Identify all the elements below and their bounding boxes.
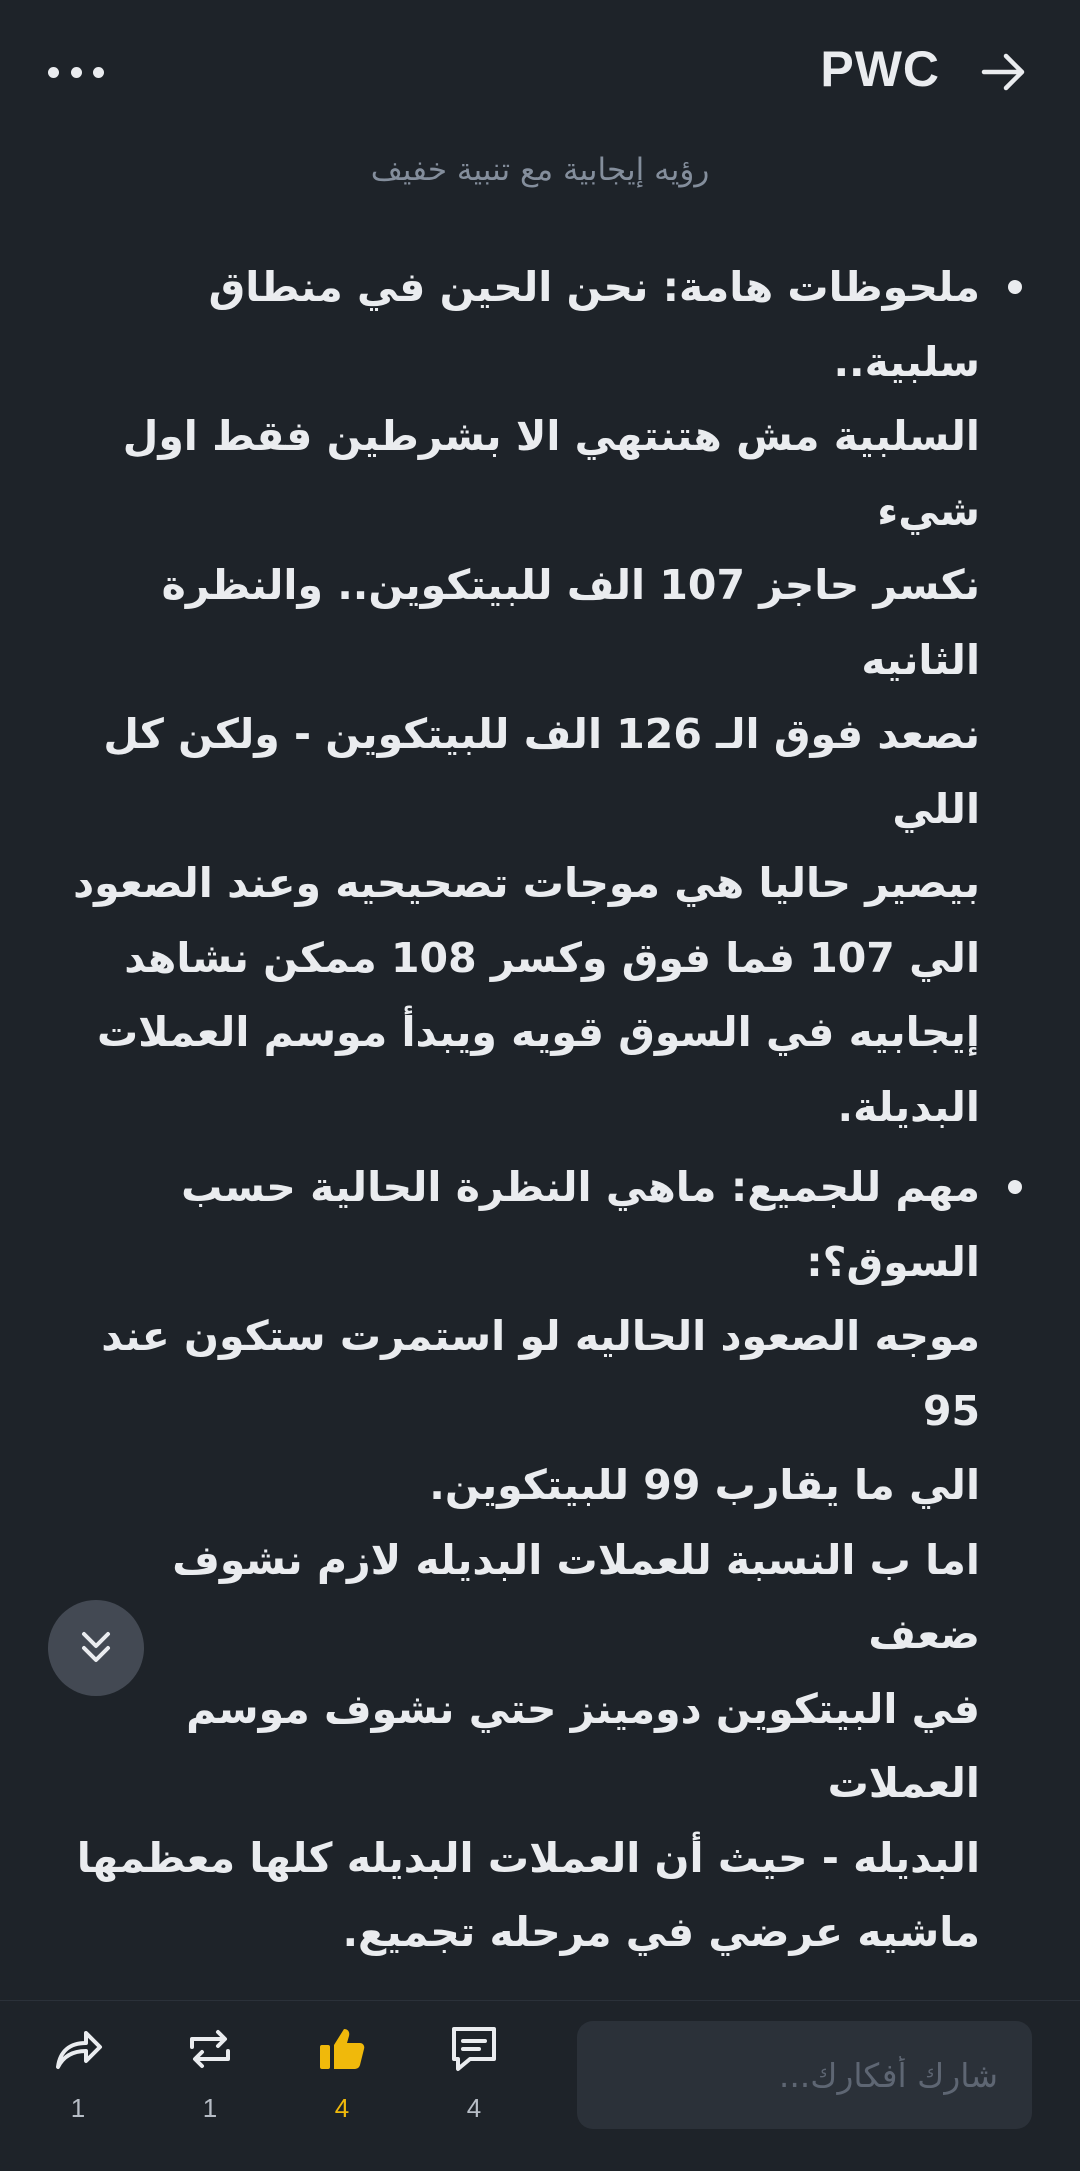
share-count: 1 (70, 2093, 86, 2123)
top-bar (0, 0, 1080, 145)
more-dot (48, 67, 59, 78)
bottom-action-bar (0, 2000, 1080, 2171)
post-subtitle: رؤيه إيجابية مع تنبية خفيف (370, 152, 710, 188)
share-button[interactable] (38, 2021, 118, 2141)
comment-icon (446, 2021, 502, 2077)
repost-button[interactable] (170, 2021, 250, 2141)
comment-button[interactable] (434, 2021, 514, 2141)
arrow-right-icon[interactable] (978, 46, 1030, 98)
more-options-button[interactable] (48, 52, 104, 92)
chevrons-down-icon (74, 1626, 118, 1670)
repost-icon (182, 2021, 238, 2077)
bullet-item: مهم للجميع: ماهي النظرة الحالية حسب السوق؟: موجه الصعود الحاليه لو استمرت ستكون عند 95 الي ما يقارب 99 للبيتكوين. اما ب النسبة للعملات البديله لازم نشوف ضعف في البيتكوين دومينز حتي نشوف موسم العملات البديله - حيث أن العملات البديله كلها معظمها ماشيه عرضي في مرحله تجميع. (50, 1150, 1032, 1970)
scroll-down-button[interactable] (48, 1600, 144, 1696)
thumbs-up-icon (314, 2021, 370, 2077)
comment-count: 4 (466, 2093, 482, 2123)
share-icon (50, 2021, 106, 2077)
more-dot (71, 67, 82, 78)
bullet-item (50, 1976, 1032, 1991)
comment-input[interactable] (577, 2021, 1032, 2129)
bullet-list (50, 250, 1032, 1990)
like-count: 4 (334, 2093, 350, 2123)
like-button[interactable] (302, 2021, 382, 2141)
post-body (50, 250, 1032, 1990)
more-dot (93, 67, 104, 78)
page-title: PWC (820, 41, 940, 97)
repost-count: 1 (202, 2093, 218, 2123)
bullet-item: ملحوظات هامة: نحن الحين في منطاق سلبية.. السلبية مش هتنتهي الا بشرطين فقط اول شيء نكسر حاجز 107 الف للبيتكوين.. والنظرة الثانيه نصعد فوق الـ 126 الف للبيتكوين - ولكن كل اللي بيصير حاليا هي موجات تصحيحيه وعند الصعود الي 107 فما فوق وكسر 108 ممكن نشاهد إيجابيه في السوق قويه ويبدأ موسم العملات البديلة. (50, 250, 1032, 1144)
